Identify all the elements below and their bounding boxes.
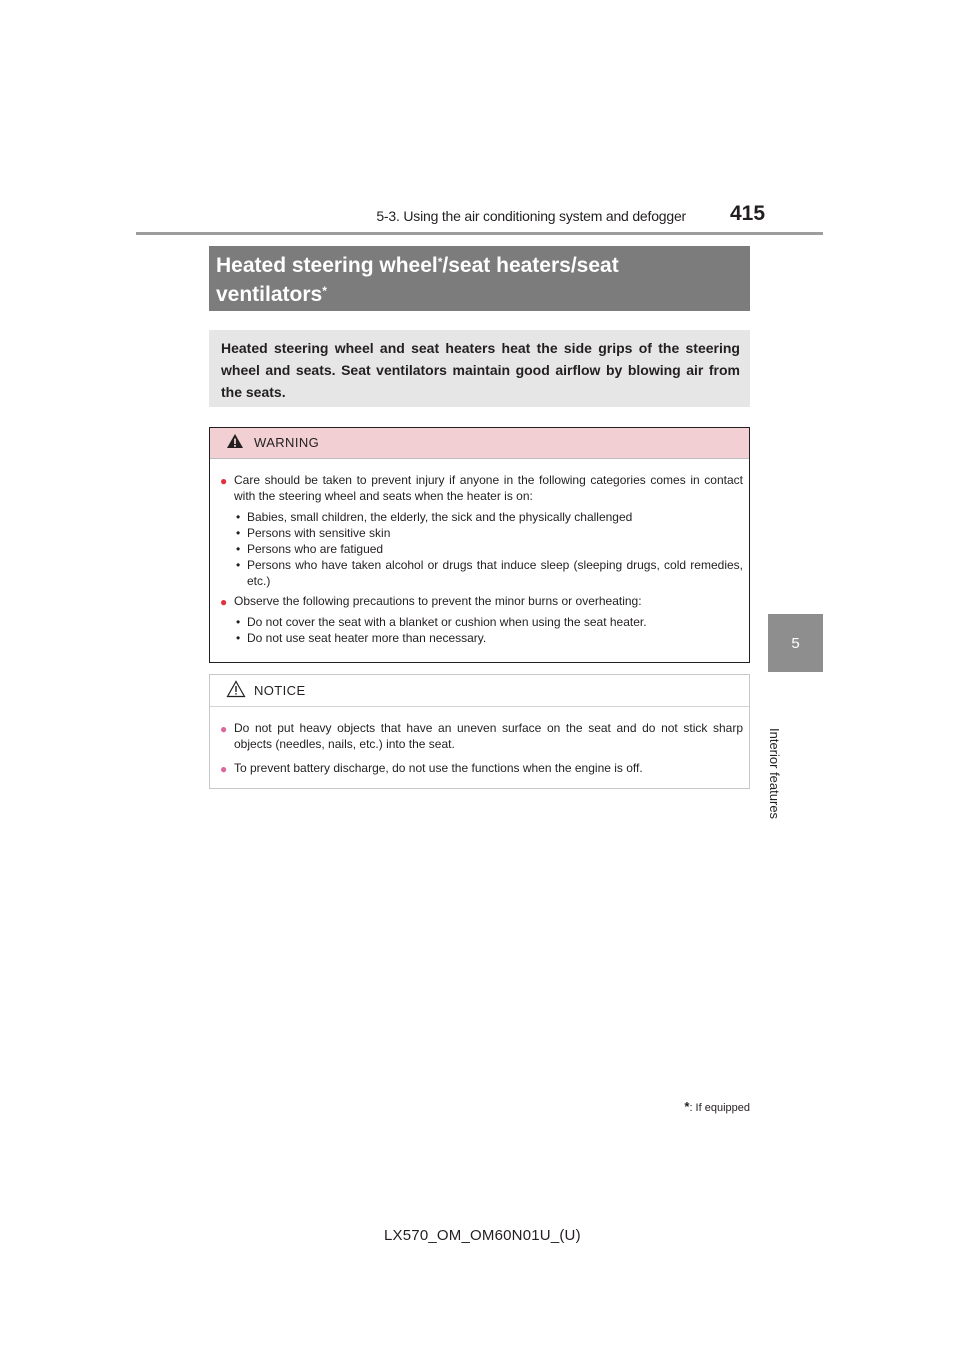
sub-bullet-icon: • (236, 558, 241, 572)
notice-box (209, 674, 750, 789)
chapter-tab (768, 614, 823, 672)
intro-summary: Heated steering wheel and seat heaters heat the side grips of the steering wheel and seats. Seat ventilators maintain good airflow by blowing air from the seats. (209, 330, 750, 407)
list-item-text: Do not cover the seat with a blanket or cushion when using the seat heater. (247, 615, 647, 629)
bullet-icon: ● (220, 722, 228, 736)
notice-item-text: Do not put heavy objects that have an uneven surface on the seat and do not stick sharp objects (needles, nails, etc.) into the seat. (234, 721, 743, 751)
bullet-icon: ● (220, 762, 228, 776)
footnote-mark: * (322, 284, 327, 298)
list-item (234, 509, 743, 525)
header-divider (136, 232, 823, 235)
bullet-icon: ● (220, 474, 228, 488)
sub-bullet-icon: • (236, 615, 241, 629)
list-item (234, 541, 743, 557)
list-item (234, 557, 743, 589)
sub-bullet-icon: • (236, 542, 241, 556)
notice-item-text: To prevent battery discharge, do not use the functions when the engine is off. (234, 761, 643, 775)
document-id: LX570_OM_OM60N01U_(U) (384, 1227, 581, 1244)
bullet-icon: ● (220, 595, 228, 609)
list-item (234, 614, 743, 630)
warning-item-text: Care should be taken to prevent injury if anyone in the following categories comes in contact with the steering wheel and seats when the heater is on: (234, 473, 743, 503)
sub-bullet-icon: • (236, 631, 241, 645)
title-part: Heated steering wheel (216, 254, 438, 277)
section-title (209, 246, 750, 311)
page-number: 415 (730, 202, 766, 225)
notice-body (210, 707, 749, 776)
warning-item (220, 472, 743, 589)
warning-sub-list (234, 614, 743, 646)
warning-label: WARNING (254, 435, 320, 450)
warning-header (210, 428, 749, 459)
list-item (234, 525, 743, 541)
sub-bullet-icon: • (236, 526, 241, 540)
warning-item (220, 593, 743, 646)
warning-box (209, 427, 750, 663)
warning-body (210, 459, 749, 646)
list-item-text: Do not use seat heater more than necessary. (247, 631, 487, 645)
chapter-side-label: Interior features (767, 728, 782, 820)
footnote (658, 1099, 750, 1114)
header-section-title: 5-3. Using the air conditioning system and defogger (376, 208, 686, 224)
sub-bullet-icon: • (236, 510, 241, 524)
footnote-star-icon: * (684, 1099, 690, 1114)
footnote-text: : If equipped (689, 1102, 750, 1114)
warning-triangle-icon (226, 433, 244, 454)
notice-header (210, 675, 749, 707)
list-item-text: Persons with sensitive skin (247, 526, 391, 540)
chapter-number: 5 (791, 634, 800, 652)
warning-item-text: Observe the following precautions to prevent the minor burns or overheating: (234, 594, 642, 608)
notice-item (220, 760, 743, 776)
footnote-mark: * (437, 255, 443, 269)
list-item-text: Persons who have taken alcohol or drugs that induce sleep (sleeping drugs, cold remedies, etc.) (247, 558, 743, 588)
notice-item (220, 720, 743, 752)
notice-label: NOTICE (254, 683, 306, 698)
list-item-text: Persons who are fatigued (247, 542, 384, 556)
title-part: ventilators (216, 283, 323, 306)
list-item (234, 630, 743, 646)
title-part: /seat heaters/seat (442, 254, 619, 277)
caution-triangle-icon (226, 680, 246, 703)
list-item-text: Babies, small children, the elderly, the sick and the physically challenged (247, 510, 633, 524)
warning-sub-list (234, 509, 743, 589)
